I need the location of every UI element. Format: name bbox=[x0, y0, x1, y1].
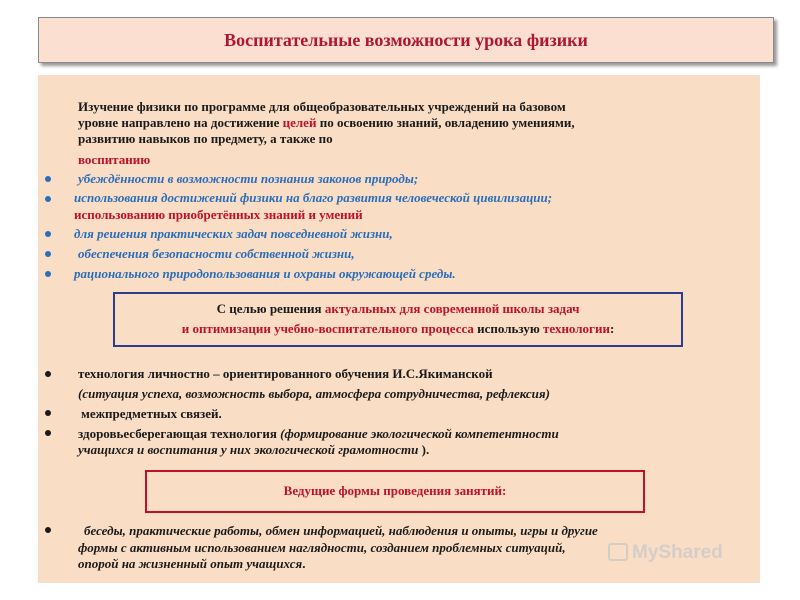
tech-item-3-detail-2: учащихся и воспитания у них экологической грамотности bbox=[78, 442, 419, 457]
intro-line-1: Изучение физики по программе для общеобразовательных учреждений на базовом bbox=[78, 99, 566, 114]
forms-line-3-period: . bbox=[302, 556, 306, 571]
cart-icon bbox=[608, 543, 628, 561]
watermark bbox=[608, 542, 723, 564]
bullet bbox=[45, 527, 51, 533]
bullet bbox=[45, 371, 51, 377]
intro-upbringing: воспитанию bbox=[78, 152, 151, 167]
watermark-text: MyShared bbox=[632, 542, 723, 563]
bullet bbox=[45, 251, 51, 257]
intro-line-3: развитию навыков по предмету, а также по bbox=[78, 131, 333, 146]
tech-item-3-name: здоровьесберегающая технология bbox=[78, 426, 281, 441]
goal-item-4: для решения практических задач повседневной жизни, bbox=[74, 226, 393, 241]
goal-item-2: использования достижений физики на благо развития человеческой цивилизации; bbox=[74, 190, 553, 205]
bullet bbox=[45, 271, 51, 277]
tech-item-3-line-2 bbox=[78, 442, 429, 458]
forms-line-3 bbox=[78, 556, 305, 572]
tech-item-1-details: (ситуация успеха, возможность выбора, атмосфера сотрудничества, рефлексия) bbox=[78, 386, 550, 401]
tech-item-3-detail: (формирование экологической компетентности bbox=[280, 426, 559, 441]
technologies-box bbox=[113, 292, 683, 347]
intro-line-2 bbox=[78, 115, 575, 131]
tech-item-1: технология личностно – ориентированного обучения И.С.Якиманской bbox=[78, 366, 493, 381]
tech-box-text-1: С целью решения bbox=[216, 301, 325, 316]
bullet bbox=[45, 176, 51, 182]
forms-box-label: Ведущие формы проведения занятий: bbox=[283, 483, 507, 498]
forms-box bbox=[145, 470, 645, 513]
goal-item-3: использованию приобретённых знаний и умений bbox=[74, 207, 363, 222]
intro-line-2-end: по освоению знаний, овладению умениями, bbox=[316, 115, 575, 130]
forms-line-1: беседы, практические работы, обмен информацией, наблюдения и опыты, игры и другие bbox=[84, 523, 598, 538]
bullet bbox=[45, 196, 51, 202]
tech-box-use: использую bbox=[473, 321, 544, 336]
tech-box-tasks: актуальных для современной школы задач bbox=[324, 301, 580, 316]
bullet bbox=[45, 231, 51, 237]
tech-box-colon: : bbox=[609, 321, 615, 336]
goal-item-5: обеспечения безопасности собственной жизни, bbox=[78, 246, 355, 261]
goal-item-1: убеждённости в возможности познания законов природы; bbox=[78, 171, 419, 186]
intro-line-2-start: уровне направлено на достижение bbox=[78, 115, 283, 130]
title-box bbox=[38, 17, 774, 63]
technologies-box-line-1 bbox=[115, 299, 681, 319]
tech-box-technologies: технологии bbox=[543, 321, 610, 336]
intro-goals-word: целей bbox=[282, 115, 317, 130]
technologies-box-line-2 bbox=[115, 319, 681, 339]
tech-item-3-close: ). bbox=[418, 442, 430, 457]
tech-box-optimization: и оптимизации учебно-воспитательного процесса bbox=[181, 321, 474, 336]
bullet bbox=[45, 430, 51, 436]
bullet bbox=[45, 410, 51, 416]
slide-title: Воспитательные возможности урока физики bbox=[224, 29, 588, 50]
tech-item-2: межпредметных связей. bbox=[81, 406, 222, 421]
forms-line-2: формы с активным использованием наглядности, созданием проблемных ситуаций, bbox=[78, 540, 566, 555]
goal-item-6: рационального природопользования и охраны окружающей среды. bbox=[74, 266, 456, 281]
tech-item-3 bbox=[78, 426, 559, 442]
forms-line-3-text: опорой на жизненный опыт учащихся bbox=[78, 556, 303, 571]
